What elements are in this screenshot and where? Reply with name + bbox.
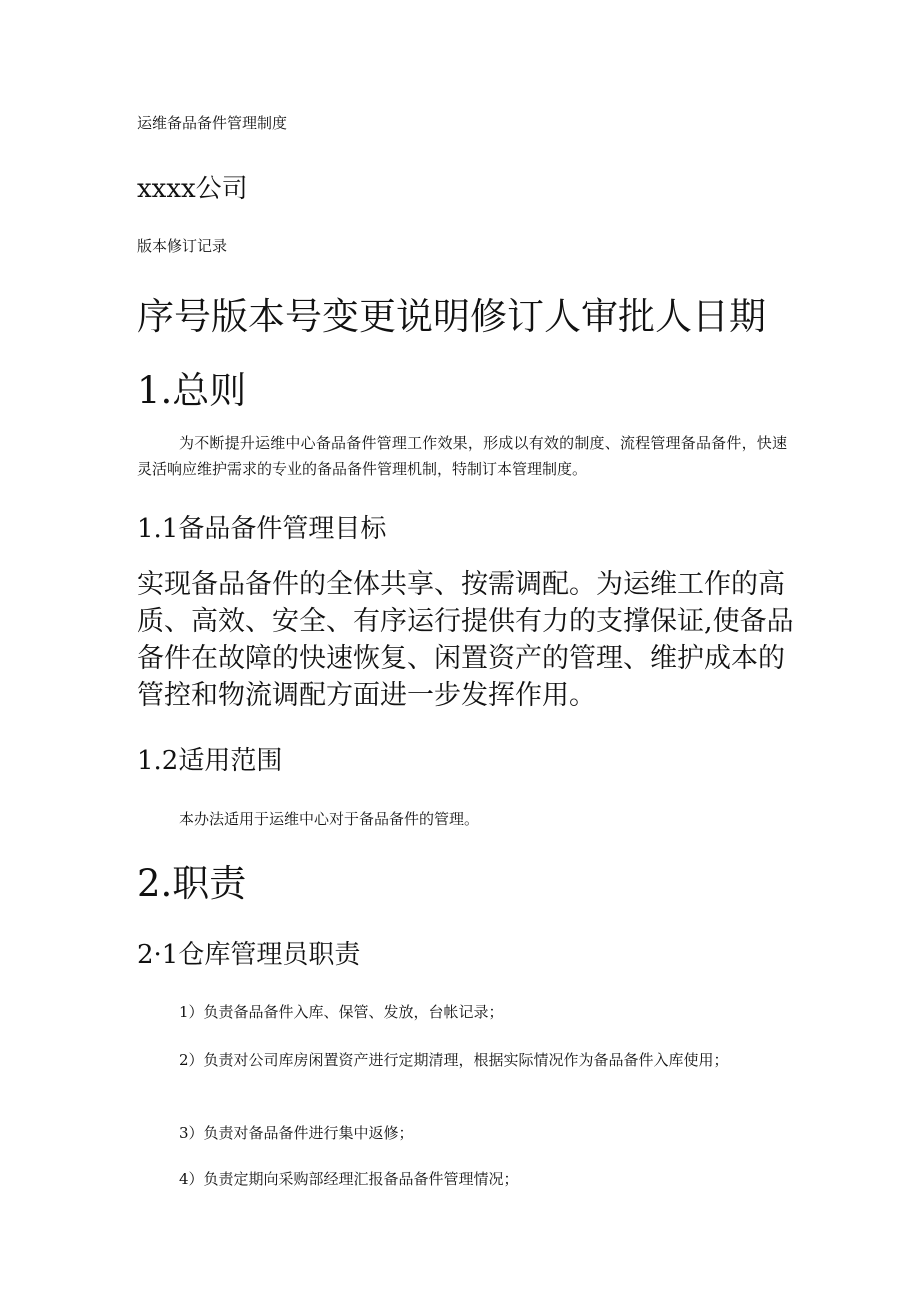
revision-table-header: 序号版本号变更说明修订人审批人日期: [137, 295, 766, 338]
section-2-1-heading: 2·1仓库管理员职责: [137, 940, 361, 970]
company-name: xxxx公司: [137, 174, 248, 204]
section-1-heading: 1.总则: [137, 369, 247, 412]
section-1-intro: 为不断提升运维中心备品备件管理工作效果，形成以有效的制度、流程管理备品备件，快速灵活响应维护需求的专业的备品备件管理机制，特制订本管理制度。: [137, 434, 787, 478]
duty-item: 4）负责定期向采购部经理汇报备品备件管理情况；: [179, 1170, 519, 1188]
document-title: 运维备品备件管理制度: [137, 114, 288, 132]
section-1-2-heading: 1.2适用范围: [137, 746, 283, 776]
duty-item: 2）负责对公司库房闲置资产进行定期清理，根据实际情况作为备品备件入库使用；: [179, 1051, 729, 1069]
section-2-heading: 2.职责: [137, 862, 247, 905]
section-1-2-text: 本办法适用于运维中心对于备品备件的管理。: [179, 810, 480, 828]
duty-item: 3）负责对备品备件进行集中返修；: [179, 1124, 414, 1142]
duty-item: 1）负责备品备件入库、保管、发放，台帐记录；: [179, 1003, 504, 1021]
section-1-1-text: 实现备品备件的全体共享、按需调配。为运维工作的高质、高效、安全、有序运行提供有力的支撑保证,使备品备件在故障的快速恢复、闲置资产的管理、维护成本的管控和物流调配方面进一步发挥作用。: [137, 569, 794, 711]
revision-record-label: 版本修订记录: [137, 237, 228, 255]
section-1-1-heading: 1.1备品备件管理目标: [137, 514, 387, 544]
